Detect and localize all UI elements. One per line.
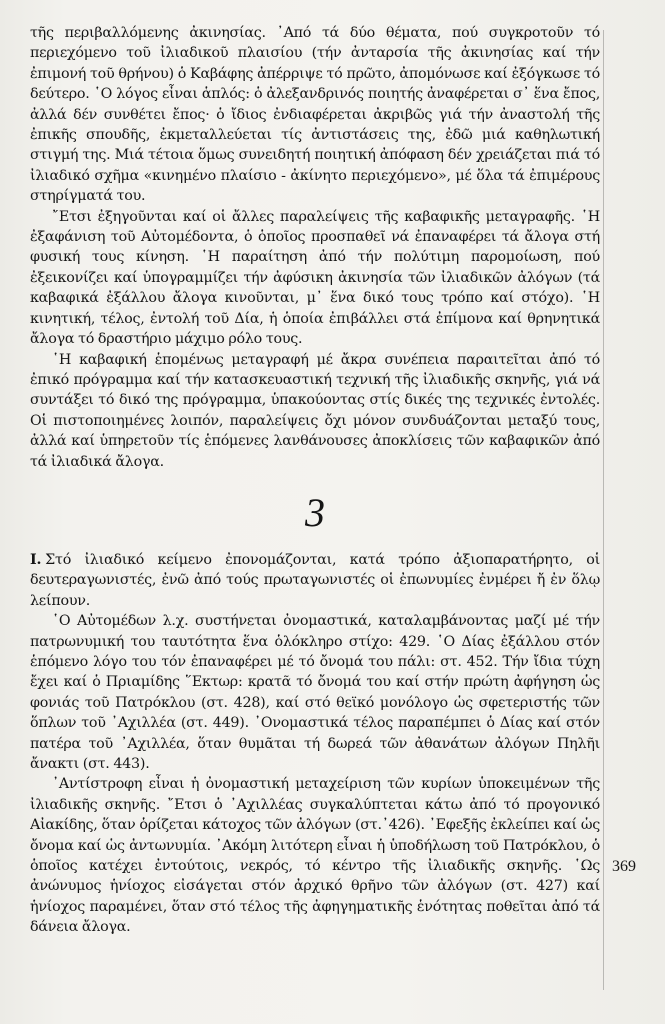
- section-paragraph-2: ῾Ο Αὐτομέδων λ.χ. συστήνεται ὀνομαστικά, καταλαμβάνοντας μαζί μέ τήν πατρωνυμική του ταυτότητα ἕνα ὁλόκληρο στίχο: 429. ῾Ο Δίας ἐξάλλου στόν ἑπόμενο λόγο του τόν ἐπαναφέρει μέ τό ὄνομά του πάλι: στ. 452. Τήν ἴδια τύχη ἔχει καί ὁ Πριαμίδης ῞Εκτωρ: κρατᾶ τό ὄνομά του καί στήν πρώτη ἀφήγηση ὡς φονιάς τοῦ Πατρόκλου (στ. 428), καί στό θεϊκό μονόλογο ὡς σφετεριστής τῶν ὅπλων τοῦ ᾿Αχιλλέα (στ. 449). ᾿Ονομαστικά τέλος παραπέμπει ὁ Δίας καί στόν πατέρα τοῦ ᾿Αχιλλέα, ὅταν θυμᾶται τή δωρεά τῶν ἀθανάτων ἀλόγων Πηλῆι ἄνακτι (στ. 443).: [30, 613, 600, 772]
- paragraph-3: ῾Η καβαφική ἑπομένως μεταγραφή μέ ἄκρα συνέπεια παραιτεῖται ἀπό τό ἐπικό πρόγραμμα καί τήν κατασκευαστική τεχνική τῆς ἰλιαδικῆς σκηνῆς, γιά νά συντάξει τό δικό της πρόγραμμα, ὑπακούοντας στίς δικές της τεχνικές ἐντολές. Οἱ πιστοποιημένες λοιπόν, παραλείψεις ὄχι μόνον συνδυάζονται μεταξύ τους, ἀλλά καί ὑπηρετοῦν τίς ἑπόμενες λανθάνουσες ἀποκλίσεις τῶν καβαφικῶν ἀπό τά ἰλιαδικά ἄλογα.: [30, 351, 600, 470]
- text-column: [30, 23, 600, 1013]
- paragraph-1: τῆς περιβαλλόμενης ἀκινησίας. ᾿Από τά δύο θέματα, πού συγκροτοῦν τό περιεχόμενο τοῦ ἰλιαδικοῦ πλαισίου (τήν ἀνταρσία τῆς ἀκινησίας καί τήν ἐπιμονή τοῦ θρήνου) ὁ Καβάφης ἀπέρριψε τό πρῶτο, ἀπομόνωσε καί ἐξόγκωσε τό δεύτερο. ῾Ο λόγος εἶναι ἁπλός: ὁ ἀλεξανδρινός ποιητής ἀναφέρεται σ᾿ ἕνα ἔπος, ἀλλά δέν συνθέτει ἔπος· ὁ ἴδιος ἐνδιαφέρεται ἀκριβῶς γιά τήν ἀναστολή τῆς ἐπικῆς σπουδῆς, ἐκμεταλλεύεται τίς ἀντιστάσεις της, ἐδῶ μιά καθηλωτική στιγμή της. Μιά τέτοια ὅμως συνειδητή ποιητική ἀπόφαση δέν χρειάζεται πιά τό ἰλιαδικό σχῆμα «κινημένο πλαίσιο - ἀκίνητο περιεχόμενο», μέ ὅλα τά ἐπιμέρους στηρίγματά του.: [30, 25, 600, 205]
- section-paragraph-1-text: Στό ἰλιαδικό κείμενο ἐπονομάζονται, κατά τρόπο ἀξιοπαρατήρητο, οἱ δευτεραγωνιστές, ἐνῶ ἀπό τούς πρωταγωνιστές οἱ ἐπωνυμίες ἐνμέρει ἤ ἐν ὅλῳ λείπουν.: [30, 551, 600, 609]
- section-paragraph-3: ᾿Αντίστροφη εἶναι ἡ ὀνομαστική μεταχείριση τῶν κυρίων ὑποκειμένων τῆς ἰλιαδικῆς σκηνῆς. ῎Ετσι ὁ ᾿Αχιλλέας συγκαλύπτεται κάτω ἀπό τό προγονικό Αἰακίδης, ὅταν ὁρίζεται κάτοχος τῶν ἀλόγων (στ.᾿426). ᾿Εφεξῆς ἐκλείπει καί ὡς ὄνομα καί ὡς ἀντωνυμία. ᾿Ακόμη λιτότερη εἶναι ἡ ὑποδήλωση τοῦ Πατρόκλου, ὁ ὁποῖος κατέχει ἐντούτοις, νεκρός, τό κέντρο τῆς ἰλιαδικῆς σκηνῆς. ῾Ως ἀνώνυμος ἡνίοχος εἰσάγεται στόν ἀρχικό θρῆνο τῶν ἀλόγων (στ. 427) καί ἡνίοχος παραμένει, ὅταν στό τέλος τῆς ἀφηγηματικῆς ἑνότητας ποθεῖται ἀπό τά δάνεια ἄλογα.: [30, 776, 600, 936]
- section-number: I.: [30, 551, 42, 568]
- chapter-number: 3: [305, 489, 325, 535]
- page-number: 369: [612, 858, 636, 875]
- margin-rule: [603, 30, 604, 990]
- paragraph-2: ῎Ετσι ἐξηγοῦνται καί οἱ ἄλλες παραλείψεις τῆς καβαφικῆς μεταγραφῆς. ῾Η ἐξαφάνιση τοῦ Αὐτομέδοντα, ὁ ὁποῖος προσπαθεῖ νά ἐπαναφέρει τά ἄλογα στή φυσική τους κίνηση. ῾Η παραίτηση ἀπό τήν πολύτιμη παρομοίωση, πού ἐξεικονίζει καί ὑπογραμμίζει τήν ἀφύσικη ἀκινησία τῶν ἰλιαδικῶν ἀλόγων (τά καβαφικά ἐξάλλου ἄλογα κινοῦνται, μ᾿ ἕνα δικό τους τρόπο καί στόχο). ῾Η κινητική, τέλος, ἐντολή τοῦ Δία, ἡ ὁποία ἐπιβάλλει στά ἐπίμονα καί θρηνητικά ἄλογα τό δραστήριο μάχιμο ρόλο τους.: [30, 208, 600, 348]
- section-paragraph-1: [30, 550, 600, 611]
